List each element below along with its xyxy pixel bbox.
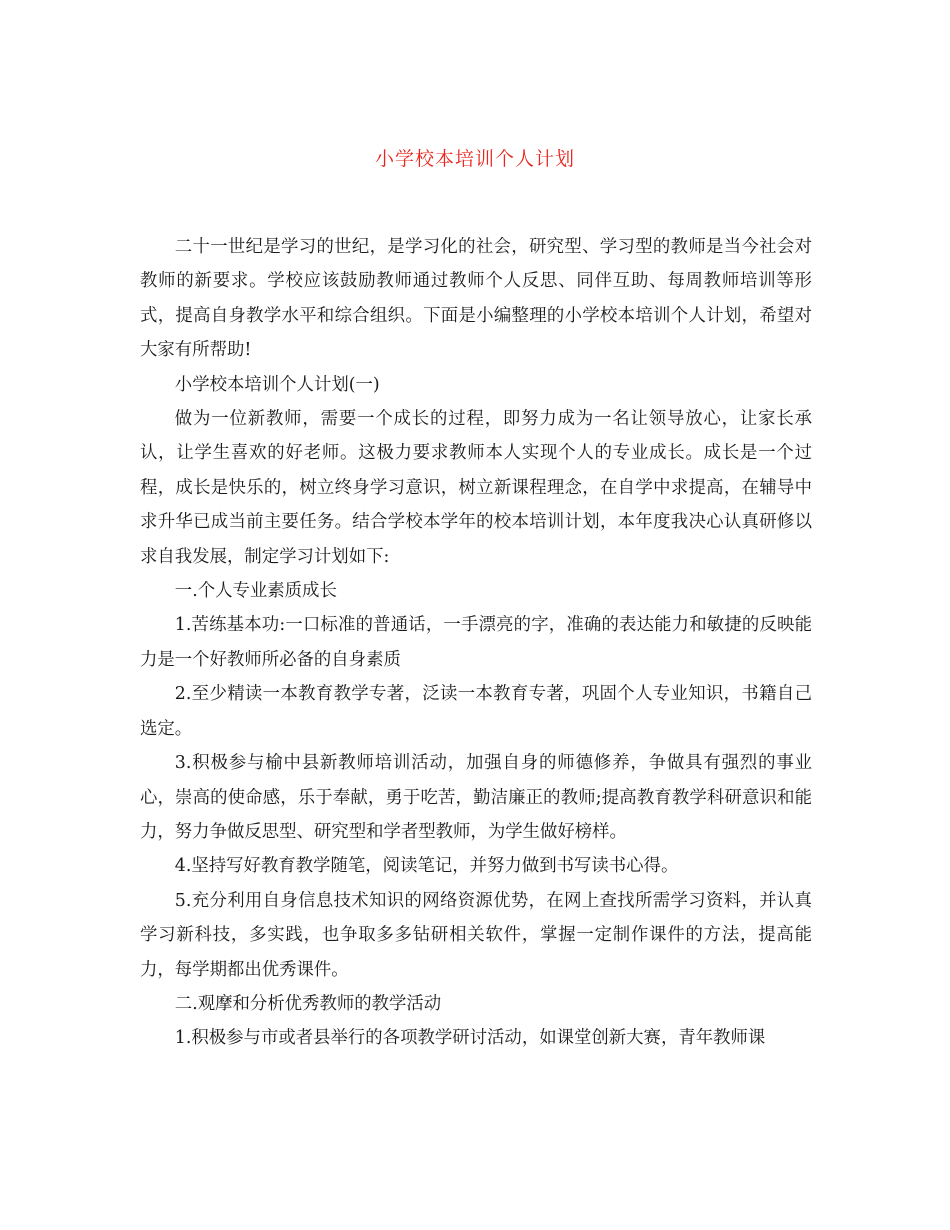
section-heading-professional-growth: 一.个人专业素质成长: [174, 581, 337, 602]
list-item: 1.苦练基本功:一口标准的普通话，一手漂亮的字，准确的表达能力和敏捷的反映能力是一个好教师所必备的自身素质: [140, 615, 812, 670]
document-body: [140, 230, 812, 1056]
list-item: 4.坚持写好教育教学随笔，阅读笔记，并努力做到书写读书心得。: [174, 856, 679, 877]
intro-paragraph: 二十一世纪是学习的世纪，是学习化的社会，研究型、学习型的教师是当今社会对教师的新要求。学校应该鼓励教师通过教师个人反思、同伴互助、每周教师培训等形式，提高自身教学水平和综合组织。下面是小编整理的小学校本培训个人计划，希望对大家有所帮助!: [140, 237, 812, 361]
document-title: 小学校本培训个人计划: [374, 148, 575, 170]
list-item: 5.充分利用自身信息技术知识的网络资源优势，在网上查找所需学习资料，并认真学习新科技，多实践，也争取多多钻研相关软件，掌握一定制作课件的方法，提高能力，每学期都出优秀课件。: [140, 890, 812, 980]
list-item: 2.至少精读一本教育教学专著，泛读一本教育专著，巩固个人专业知识，书籍自己选定。: [140, 684, 812, 739]
list-item: 3.积极参与榆中县新教师培训活动，加强自身的师德修养，争做具有强烈的事业心，崇高的使命感，乐于奉献，勇于吃苦，勤洁廉正的教师;提高教育教学科研意识和能力，努力争做反思型、研究型和学者型教师，为学生做好榜样。: [140, 753, 812, 842]
section-heading-plan-one: 小学校本培训个人计划(一): [174, 374, 380, 395]
list-item: 1.积极参与市或者县举行的各项教学研讨活动，如课堂创新大赛，青年教师课: [174, 1028, 766, 1049]
body-paragraph: 做为一位新教师，需要一个成长的过程，即努力成为一名让领导放心，让家长承认，让学生喜欢的好老师。这极力要求教师本人实现个人的专业成长。成长是一个过程，成长是快乐的，树立终身学习意识，树立新课程理念，在自学中求提高，在辅导中求升华已成当前主要任务。结合学校本学年的校本培训计划，本年度我决心认真研修以求自我发展，制定学习计划如下:: [140, 409, 812, 567]
section-heading-observation: 二.观摩和分析优秀教师的教学活动: [174, 993, 442, 1014]
